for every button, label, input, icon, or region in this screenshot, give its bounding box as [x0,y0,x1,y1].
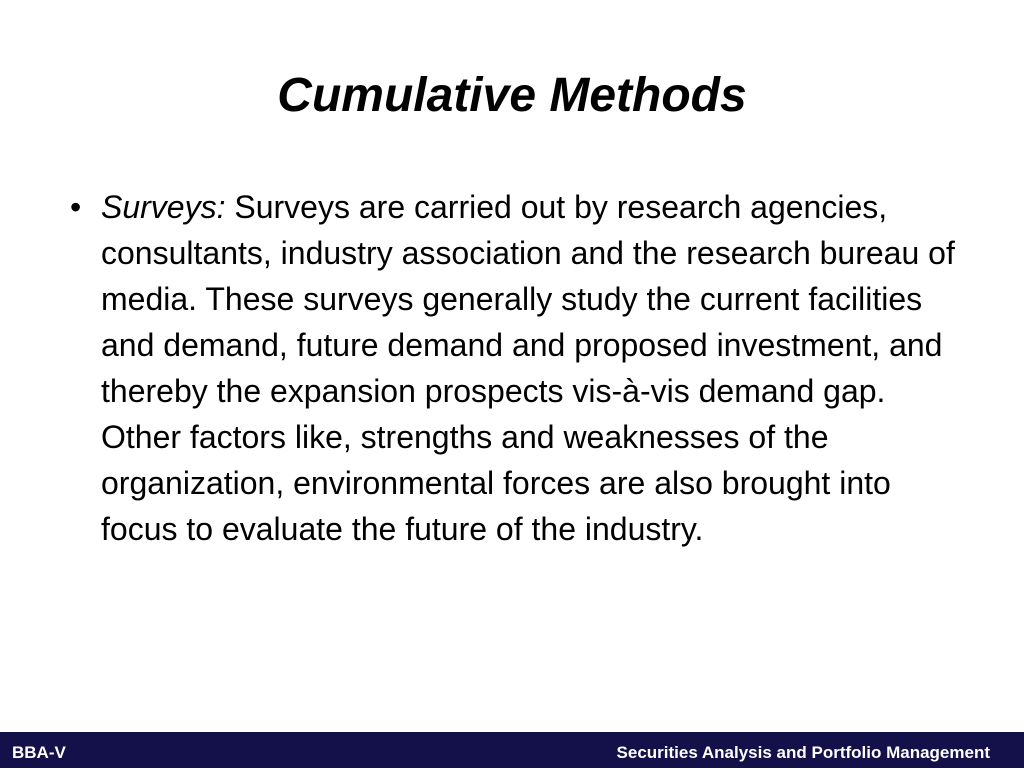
footer-course-title: Securities Analysis and Portfolio Management [616,743,990,762]
bullet-term: Surveys: [101,189,226,225]
bullet-dot-icon: • [70,189,82,225]
footer-bar [0,732,1024,768]
bullet-item-surveys [70,184,970,552]
slide-title: Cumulative Methods [277,69,747,122]
slide-content [70,184,970,552]
footer-course-code: BBA-V [12,743,66,762]
bullet-text: Surveys are carried out by research agencies, consultants, industry association and the research bureau of media. These surveys generally study the current facilities and demand, future demand and proposed investment, and thereby the expansion prospects vis-à-vis demand gap. Other factors like, strengths and weaknesses of the organization, environmental forces are also brought into focus to evaluate the future of the industry. [101,189,955,547]
